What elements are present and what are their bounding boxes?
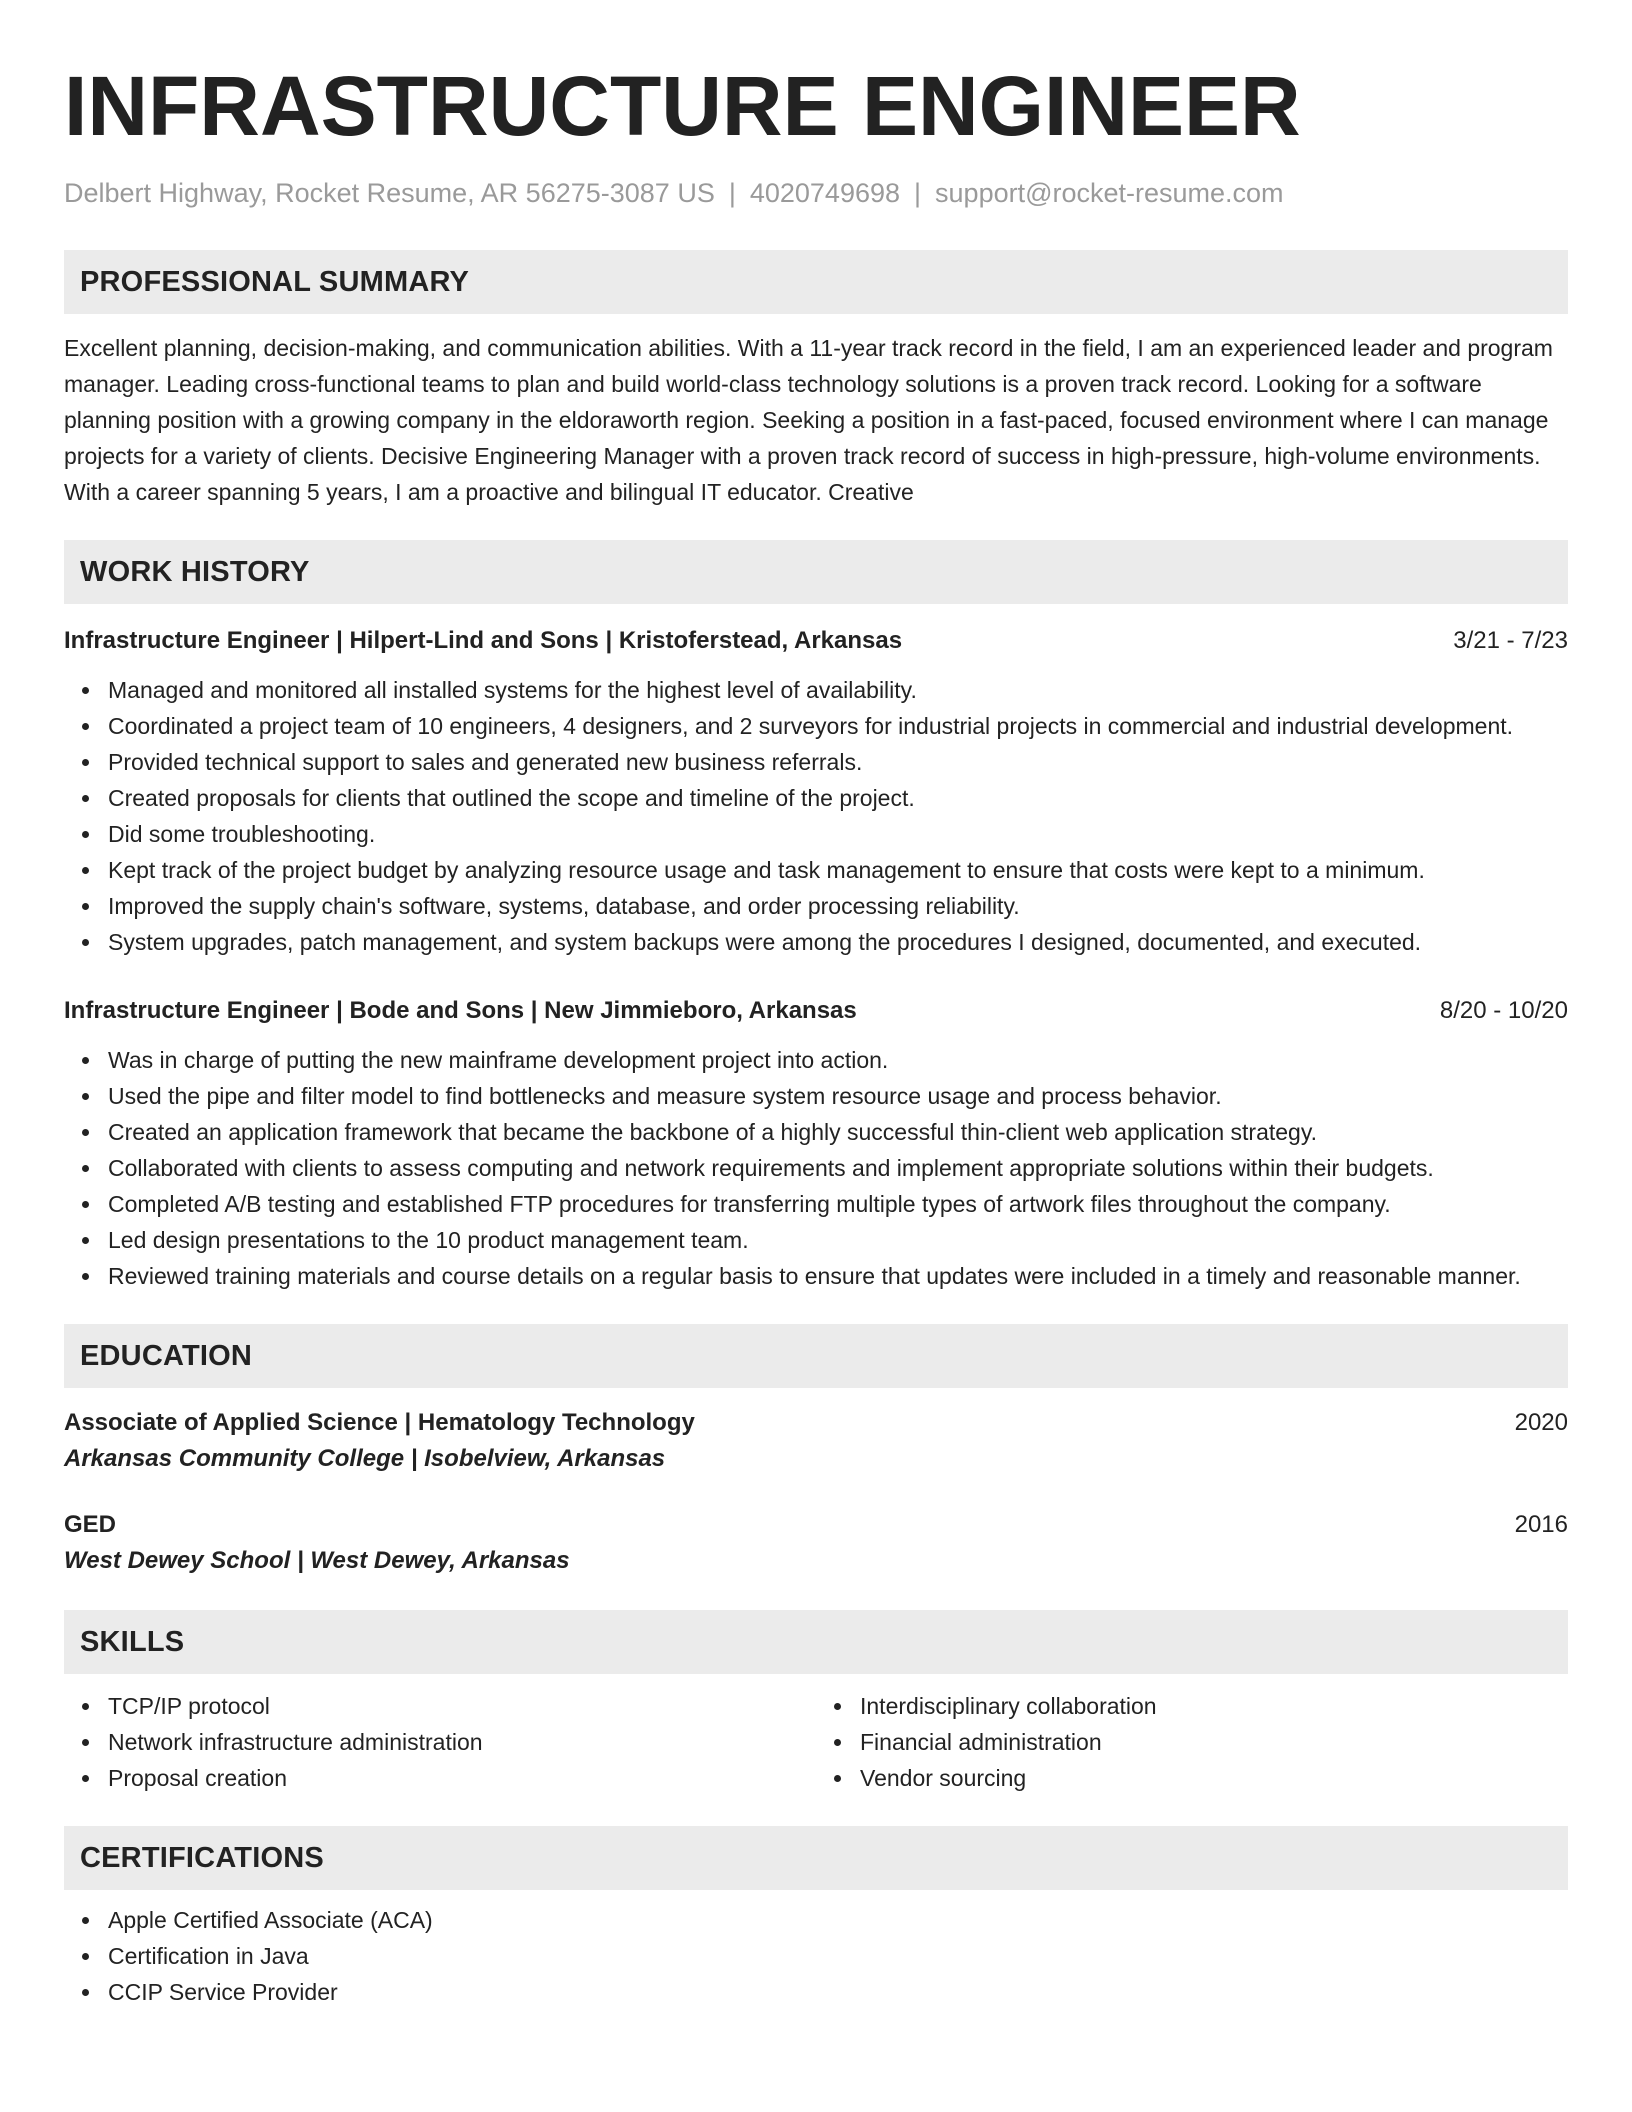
section-header-skills: SKILLS: [64, 1610, 1568, 1674]
page-title: INFRASTRUCTURE ENGINEER: [64, 59, 1301, 153]
job-title: Infrastructure Engineer | Hilpert-Lind and Sons | Kristoferstead, Arkansas: [64, 627, 903, 654]
list-item: Vendor sourcing: [860, 1760, 1568, 1796]
section-header-education: EDUCATION: [64, 1324, 1568, 1388]
education-header: [64, 1508, 1568, 1542]
contact-separator: |: [914, 178, 922, 208]
list-item: Proposal creation: [108, 1760, 816, 1796]
list-item: Created an application framework that became the backbone of a highly successful thin-client web application strategy.: [108, 1114, 1568, 1150]
list-item: TCP/IP protocol: [108, 1688, 816, 1724]
list-item: Improved the supply chain's software, systems, database, and order processing reliability.: [108, 888, 1568, 924]
job-header: [64, 624, 1568, 658]
list-item: Collaborated with clients to assess computing and network requirements and implement appropriate solutions within their budgets.: [108, 1150, 1568, 1186]
job-dates: 8/20 - 10/20: [1439, 997, 1568, 1024]
list-item: Kept track of the project budget by analyzing resource usage and task management to ensure that costs were kept to a minimum.: [108, 852, 1568, 888]
skills-column-left: [64, 1688, 816, 1796]
contact-separator: |: [728, 178, 736, 208]
job-title: Infrastructure Engineer | Bode and Sons | New Jimmieboro, Arkansas: [64, 997, 857, 1024]
list-item: Was in charge of putting the new mainframe development project into action.: [108, 1042, 1568, 1078]
job-bullets: [64, 672, 1568, 960]
education-header: [64, 1406, 1568, 1440]
education-year: 2020: [1514, 1409, 1568, 1436]
job-entry: [64, 624, 1568, 960]
list-item: Provided technical support to sales and generated new business referrals.: [108, 744, 1568, 780]
education-year: 2016: [1514, 1511, 1568, 1538]
education-entry: [64, 1508, 1568, 1580]
list-item: Managed and monitored all installed systems for the highest level of availability.: [108, 672, 1568, 708]
skills-grid: [64, 1688, 1568, 1796]
list-item: Led design presentations to the 10 product management team.: [108, 1222, 1568, 1258]
list-item: Coordinated a project team of 10 engineers, 4 designers, and 2 surveyors for industrial projects in commercial and industrial development.: [108, 708, 1568, 744]
contact-address: Delbert Highway, Rocket Resume, AR 56275-3087 US: [64, 178, 715, 208]
list-item: Created proposals for clients that outlined the scope and timeline of the project.: [108, 780, 1568, 816]
section-header-summary: PROFESSIONAL SUMMARY: [64, 250, 1568, 314]
skills-column-right: [816, 1688, 1568, 1796]
education-school: Arkansas Community College | Isobelview, Arkansas: [64, 1445, 666, 1472]
job-bullets: [64, 1042, 1568, 1294]
list-item: Financial administration: [860, 1724, 1568, 1760]
certifications-bullets: [64, 1902, 1568, 2010]
job-dates: 3/21 - 7/23: [1453, 627, 1568, 654]
contact-line: [64, 176, 1568, 210]
list-item: Reviewed training materials and course details on a regular basis to ensure that updates were included in a timely and reasonable manner.: [108, 1258, 1568, 1294]
education-degree: GED: [64, 1511, 117, 1538]
list-item: Used the pipe and filter model to find bottlenecks and measure system resource usage and process behavior.: [108, 1078, 1568, 1114]
section-header-work-history: WORK HISTORY: [64, 540, 1568, 604]
certifications-list: [64, 1902, 1568, 2010]
list-item: Network infrastructure administration: [108, 1724, 816, 1760]
education-entry: [64, 1406, 1568, 1478]
list-item: System upgrades, patch management, and system backups were among the procedures I designed, documented, and executed.: [108, 924, 1568, 960]
job-header: [64, 994, 1568, 1028]
contact-email: support@rocket-resume.com: [935, 178, 1284, 208]
list-item: Certification in Java: [108, 1938, 1568, 1974]
list-item: Interdisciplinary collaboration: [860, 1688, 1568, 1724]
summary-text: Excellent planning, decision-making, and communication abilities. With a 11-year track record in the field, I am an experienced leader and program manager. Leading cross-functional teams to plan and build world-class technology solutions is a proven track record. Looking for a software planning position with a growing company in the eldoraworth region. Seeking a position in a fast-paced, focused environment where I can manage projects for a variety of clients. Decisive Engineering Manager with a proven track record of success in high-pressure, high-volume environments. With a career spanning 5 years, I am a proactive and bilingual IT educator. Creative: [64, 335, 1553, 505]
list-item: Did some troubleshooting.: [108, 816, 1568, 852]
section-header-certifications: CERTIFICATIONS: [64, 1826, 1568, 1890]
list-item: Apple Certified Associate (ACA): [108, 1902, 1568, 1938]
job-entry: [64, 994, 1568, 1294]
contact-phone: 4020749698: [749, 178, 901, 208]
list-item: CCIP Service Provider: [108, 1974, 1568, 2010]
education-degree: Associate of Applied Science | Hematology Technology: [64, 1409, 695, 1436]
list-item: Completed A/B testing and established FTP procedures for transferring multiple types of artwork files throughout the company.: [108, 1186, 1568, 1222]
education-school: West Dewey School | West Dewey, Arkansas: [64, 1547, 570, 1574]
